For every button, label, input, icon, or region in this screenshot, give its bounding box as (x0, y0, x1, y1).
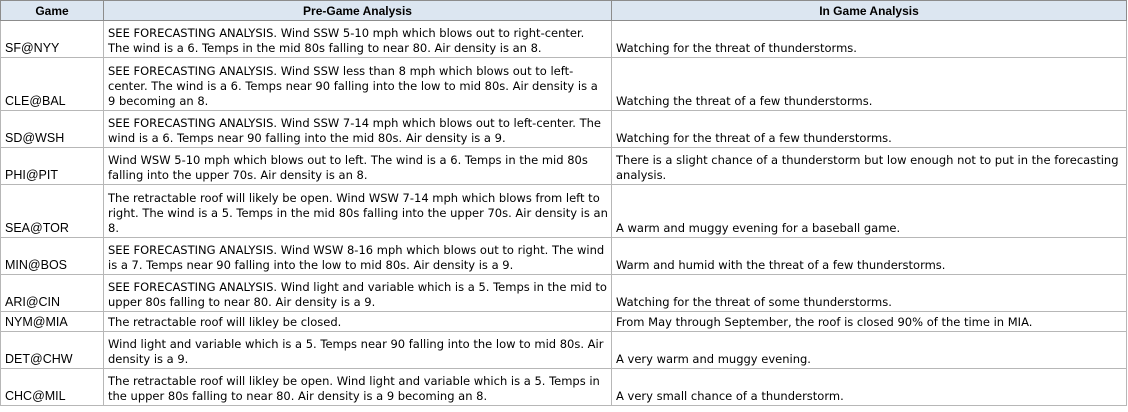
in-game-cell[interactable]: Watching the threat of a few thunderstorms. (612, 58, 1127, 111)
table-row (1, 111, 1127, 148)
game-cell[interactable]: MIN@BOS (1, 238, 104, 275)
pre-game-cell[interactable]: The retractable roof will likley be closed. (104, 312, 612, 332)
pre-game-cell[interactable]: SEE FORECASTING ANALYSIS. Wind SSW less than 8 mph which blows out to left-center. The wind is a 6. Temps near 90 falling into the low to mid 80s. Air density is a 9 becoming an 8. (104, 58, 612, 111)
header-in-game-analysis[interactable]: In Game Analysis (612, 1, 1127, 21)
in-game-cell[interactable]: Warm and humid with the threat of a few thunderstorms. (612, 238, 1127, 275)
pre-game-cell[interactable]: The retractable roof will likley be open. Wind light and variable which is a 5. Temps in the upper 80s falling to near 80. Air density is a 9 becoming an 8. (104, 369, 612, 406)
header-row (1, 1, 1127, 21)
pre-game-cell[interactable]: SEE FORECASTING ANALYSIS. Wind light and variable which is a 5. Temps in the mid to upper 80s falling to near 80. Air density is a 9. (104, 275, 612, 312)
pre-game-cell[interactable]: SEE FORECASTING ANALYSIS. Wind SSW 5-10 mph which blows out to right-center. The wind is a 6. Temps in the mid 80s falling to near 80. Air density is an 8. (104, 21, 612, 58)
game-cell[interactable]: CLE@BAL (1, 58, 104, 111)
table-row (1, 148, 1127, 185)
pre-game-cell[interactable]: SEE FORECASTING ANALYSIS. Wind SSW 7-14 mph which blows out to left-center. The wind is a 6. Temps near 90 falling into the mid 80s. Air density is a 9. (104, 111, 612, 148)
table-row (1, 21, 1127, 58)
pre-game-cell[interactable]: The retractable roof will likely be open. Wind WSW 7-14 mph which blows from left to right. The wind is a 5. Temps in the mid 80s falling into the upper 70s. Air density is an 8. (104, 185, 612, 238)
game-cell[interactable]: SEA@TOR (1, 185, 104, 238)
in-game-cell[interactable]: A very warm and muggy evening. (612, 332, 1127, 369)
header-pre-game-analysis[interactable]: Pre-Game Analysis (104, 1, 612, 21)
in-game-cell[interactable]: A warm and muggy evening for a baseball game. (612, 185, 1127, 238)
table-row (1, 275, 1127, 312)
game-cell[interactable]: PHI@PIT (1, 148, 104, 185)
in-game-cell[interactable]: Watching for the threat of a few thunderstorms. (612, 111, 1127, 148)
in-game-cell[interactable]: A very small chance of a thunderstorm. (612, 369, 1127, 406)
table-row (1, 332, 1127, 369)
in-game-cell[interactable]: Watching for the threat of some thunderstorms. (612, 275, 1127, 312)
pre-game-cell[interactable]: Wind light and variable which is a 5. Temps near 90 falling into the low to mid 80s. Air density is a 9. (104, 332, 612, 369)
in-game-cell[interactable]: Watching for the threat of thunderstorms. (612, 21, 1127, 58)
table-row (1, 58, 1127, 111)
table-row (1, 369, 1127, 406)
game-cell[interactable]: NYM@MIA (1, 312, 104, 332)
table-row (1, 238, 1127, 275)
pre-game-cell[interactable]: SEE FORECASTING ANALYSIS. Wind WSW 8-16 mph which blows out to right. The wind is a 7. Temps near 90 falling into the low to mid 80s. Air density is a 9. (104, 238, 612, 275)
table-row (1, 185, 1127, 238)
game-cell[interactable]: DET@CHW (1, 332, 104, 369)
pre-game-cell[interactable]: Wind WSW 5-10 mph which blows out to left. The wind is a 6. Temps in the mid 80s falling into the upper 70s. Air density is an 8. (104, 148, 612, 185)
game-cell[interactable]: ARI@CIN (1, 275, 104, 312)
game-cell[interactable]: SD@WSH (1, 111, 104, 148)
header-game[interactable]: Game (1, 1, 104, 21)
game-cell[interactable]: SF@NYY (1, 21, 104, 58)
in-game-cell[interactable]: From May through September, the roof is closed 90% of the time in MIA. (612, 312, 1127, 332)
game-cell[interactable]: CHC@MIL (1, 369, 104, 406)
table-row (1, 312, 1127, 332)
in-game-cell[interactable]: There is a slight chance of a thunderstorm but low enough not to put in the forecasting analysis. (612, 148, 1127, 185)
